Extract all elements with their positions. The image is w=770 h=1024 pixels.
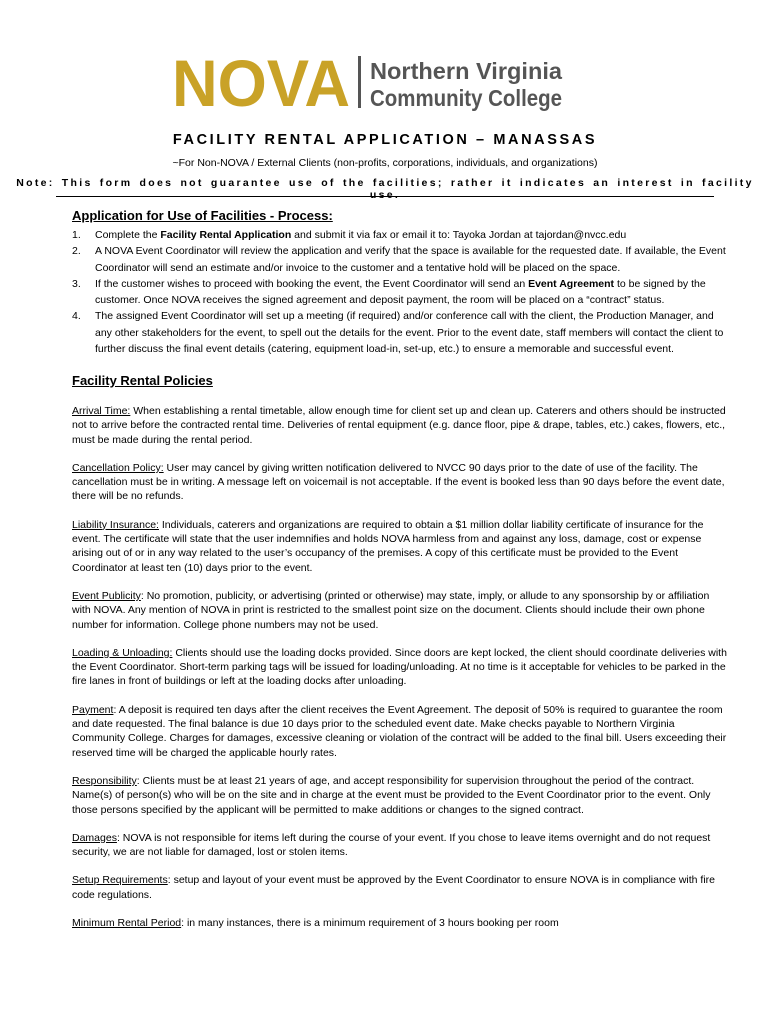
policy-arrival-time: Arrival Time: When establishing a rental timetable, allow enough time for client set up and clean up. Caterers and others should be instructed not to arrive before the contracted rental time. Deliveries of rental equipment (e.g. dance floor, pipe & drape, tables, etc.) cakes, flowers, etc., must be made during the rental period.	[72, 405, 726, 446]
process-steps	[72, 227, 732, 357]
logo-line-1: Northern Virginia	[370, 58, 563, 84]
policy-loading-unloading: Loading & Unloading: Clients should use the loading docks provided. Since doors are kept locked, the client should coordinate deliveries with the Event Coordinator. Short-term parking tags will be issued for loading/unloading. At no time is it acceptable for vehicles to be parked in the fire lanes in front of buildings or left at the loading docks after unloading.	[72, 646, 727, 688]
policy-setup-requirements: Setup Requirements: setup and layout of your event must be approved by the Event Coordinator to ensure NOVA is in compliance with fire code regulations.	[72, 874, 716, 901]
nova-logo	[172, 46, 564, 120]
process-step: 2. A NOVA Event Coordinator will review the application and verify that the space is available for the requested date. If available, the Event Coordinator will send an estimate and/or invoice to the customer and a tentative hold will be placed on the space.	[72, 245, 726, 274]
policy-liability-insurance: Liability Insurance: Individuals, caterers and organizations are required to obtain a $1 million dollar liability certificate of insurance for the event. The certificate will state that the user indemnifies and holds NOVA harmless from and against any loss, damage, cost or expense arising out of or in any way related to the user’s occupancy of the premises. A copy of this certificate must be provided to the Event Coordinator at least ten (10) days prior to the event.	[72, 518, 704, 574]
logo-graphic	[172, 46, 564, 120]
policy-responsibility: Responsibility: Clients must be at least 21 years of age, and accept responsibility for supervision throughout the period of the contract. Name(s) of person(s) who will be on the site and in charge at the event must be provided to the Event Coordinator prior to the event. Only those persons specified by the applicant will be permitted to make additions or changes to the signed contract.	[72, 774, 711, 816]
policy-damages: Damages: NOVA is not responsible for items left during the course of your event. If you chose to leave items overnight and do not request security, we are not liable for damaged, lost or stolen items.	[72, 831, 711, 859]
header-divider	[56, 196, 714, 197]
policy-event-publicity: Event Publicity: No promotion, publicity, or advertising (printed or otherwise) may state, imply, or allude to any sponsorship by or affiliation with NOVA. Any mention of NOVA in print is restricted to the smallest point size on the document. Clients should include their own phone number for information. College phone numbers may not be used.	[72, 589, 710, 631]
policies-list	[72, 404, 727, 944]
process-heading: Application for Use of Facilities - Process:	[72, 208, 333, 223]
logo-divider	[358, 56, 361, 108]
document-title: FACILITY RENTAL APPLICATION – MANASSAS	[172, 132, 598, 148]
process-step: 3. If the customer wishes to proceed with booking the event, the Event Coordinator will send an Event Agreement to be signed by the customer. Once NOVA receives the signed agreement and deposit payment, the room will be placed on a “contract” status.	[72, 277, 706, 307]
logo-wordmark: NOVA	[172, 46, 350, 120]
policy-minimum-rental-period: Minimum Rental Period: in many instances, there is a minimum requirement of 3 hours booking per room	[72, 917, 559, 930]
policy-cancellation: Cancellation Policy: User may cancel by giving written notification delivered to NVCC 90 days prior to the date of use of the facility. The cancellation must be in writing. A message left on voicemail is not acceptable. If the event is booked less than 90 days before the event date, there will be no refunds.	[72, 461, 725, 503]
document-subtitle: ~For Non-NOVA / External Clients (non-profits, corporations, individuals, and organizations)	[172, 157, 598, 169]
process-step: 4. The assigned Event Coordinator will set up a meeting (if required) and/or conference call with the client, the Production Manager, and any other stakeholders for the event, to spell out the details for the event. Prior to the event date, staff members will contact the client to further discuss the final event details (catering, equipment load-in, set-up, etc.) to ensure a memorable and successful event.	[72, 310, 724, 356]
policies-heading: Facility Rental Policies	[72, 373, 213, 388]
process-step: 1. Complete the Facility Rental Application and submit it via fax or email it to: Tayoka Jordan at tajordan@nvcc.edu	[72, 229, 627, 241]
logo-line-2: Community College	[370, 85, 562, 111]
disclaimer-note: Note: This form does not guarantee use of the facilities; rather it indicates an interest in facility use.	[16, 177, 754, 201]
policy-payment: Payment: A deposit is required ten days after the client receives the Event Agreement. The deposit of 50% is required to guarantee the room and date requested. The final balance is due 10 days prior to the scheduled event date. Make checks payable to Northern Virginia Community College. Charges for damages, excessive cleaning or violation of the contract will be added to the final bill. Users exceeding their reserved time will be charged the applicable hourly rates.	[72, 703, 727, 759]
